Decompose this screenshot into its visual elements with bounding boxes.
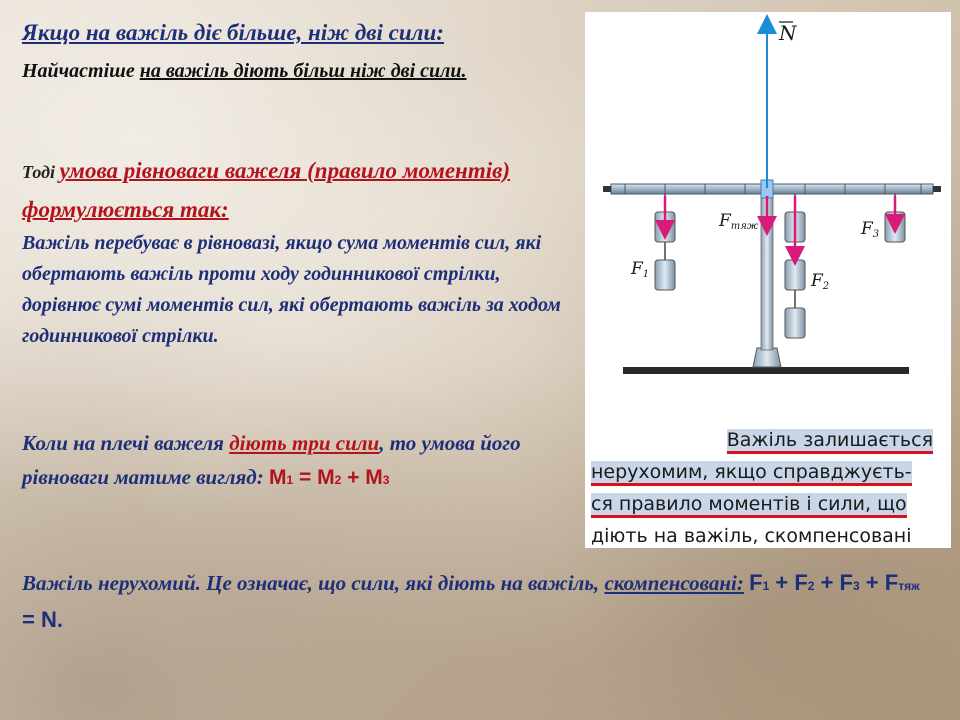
figure-caption (591, 424, 947, 552)
paragraph-condition (22, 152, 582, 230)
compensated-underlined: скомпенсовані: (604, 571, 744, 595)
caption-line-2: нерухомим, якщо справджуєть- (591, 461, 912, 486)
caption-line-1: Важіль залишається (727, 429, 933, 454)
label-F1: F1 (631, 259, 650, 280)
label-F3: F3 (861, 219, 880, 240)
paragraph-compensated (22, 566, 922, 637)
weight-mid-3 (785, 308, 805, 338)
intro-prefix: Найчастіше (22, 60, 140, 82)
paragraph-intro (22, 56, 582, 86)
lever-end-right (933, 186, 941, 192)
label-F2: F2 (811, 271, 830, 292)
heading: Якщо на важіль діє більше, ніж дві сили: (22, 20, 444, 45)
intro-underlined: на важіль діють більш ніж дві сили. (139, 60, 467, 82)
lever-diagram (585, 12, 951, 412)
stand-base (753, 348, 781, 367)
three-forces-prefix: Коли на плечі важеля (22, 431, 230, 455)
condition-prefix: Тоді (22, 162, 60, 182)
weight-mid-2 (785, 260, 805, 290)
table-surface (623, 367, 909, 374)
label-N: N (779, 21, 797, 45)
three-forces-red: діють три сили (229, 431, 380, 455)
forces-formula: F1 + F2 + F3 + Fтяж = N. (22, 570, 920, 632)
weight-left-2 (655, 260, 675, 290)
paragraph-three-forces (22, 426, 582, 497)
condition-red-text: умова рівноваги важеля (правило моментів) формулюється так: (22, 158, 511, 222)
lever-end-left (603, 186, 611, 192)
label-Ftyazh: Fтяж (719, 211, 759, 232)
compensated-prefix: Важіль нерухомий. Це означає, що сили, які діють на важіль, (22, 571, 605, 595)
paragraph-rule: Важіль перебуває в рівновазі, якщо сума моментів сил, які обертають важіль проти ходу годинникової стрілки, дорівнює сумі моментів сил, які обертають важіль за ходом годинникової стрілки. (22, 232, 561, 347)
three-forces-mid: , то умова його рівноваги матиме вигляд: (22, 431, 521, 489)
caption-line-4: діють на важіль, скомпенсовані (591, 525, 912, 547)
moments-formula: M1 = M2 + M3 (268, 466, 390, 489)
lever-figure (585, 12, 951, 548)
caption-line-3: ся правило моментів і сили, що (591, 493, 907, 518)
